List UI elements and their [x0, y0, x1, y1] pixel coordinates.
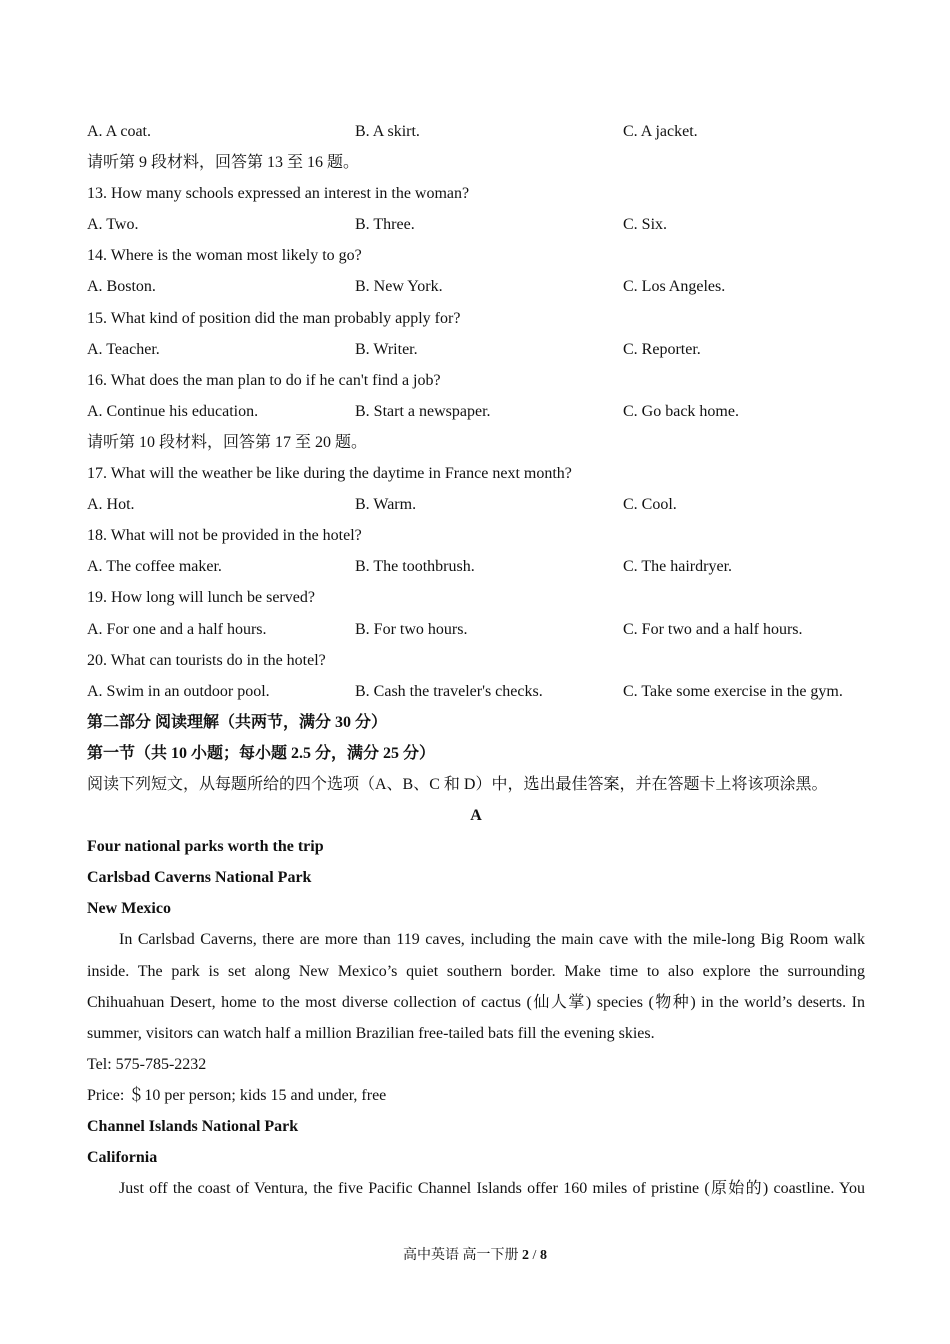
option-b: B. Writer. [355, 340, 418, 358]
question-15: 15. What kind of position did the man probably apply for? [87, 309, 461, 327]
option-b: B. A skirt. [355, 123, 420, 140]
part-2-heading: 第二部分 阅读理解（共两节，满分 30 分） [87, 713, 388, 731]
option-c: C. A jacket. [623, 123, 698, 140]
option-b: B. Start a newspaper. [355, 402, 491, 420]
option-b: B. Cash the traveler's checks. [355, 682, 543, 700]
page-number: 2 [522, 1248, 530, 1263]
q18-options [87, 551, 865, 582]
option-c: C. For two and a half hours. [623, 620, 803, 638]
option-c: C. Cool. [623, 496, 677, 514]
question-17: 17. What will the weather be like during the daytime in France next month? [87, 465, 572, 483]
question-18: 18. What will not be provided in the hotel? [87, 527, 362, 545]
question-14: 14. Where is the woman most likely to go? [87, 247, 362, 265]
option-b: B. For two hours. [355, 620, 468, 638]
option-a: A. Swim in an outdoor pool. [87, 682, 270, 700]
park-1-tel: Tel: 575-785-2232 [87, 1055, 207, 1073]
question-16: 16. What does the man plan to do if he can't find a job? [87, 371, 441, 389]
park-2-name: Channel Islands National Park [87, 1118, 299, 1135]
passage-letter: A [470, 807, 482, 825]
option-b: B. The toothbrush. [355, 558, 475, 576]
question-19: 19. How long will lunch be served? [87, 589, 315, 607]
option-a: A. The coffee maker. [87, 558, 222, 576]
q19-options [87, 614, 865, 645]
option-c: C. Take some exercise in the gym. [623, 682, 843, 700]
option-a: A. Teacher. [87, 340, 160, 358]
option-a: A. For one and a half hours. [87, 620, 267, 638]
q15-options [87, 334, 865, 365]
option-a: A. Boston. [87, 278, 156, 296]
instruction-segment-10: 请听第 10 段材料，回答第 17 至 20 题。 [87, 433, 368, 451]
page-total: 8 [539, 1248, 547, 1263]
passage-title: Four national parks worth the trip [87, 838, 324, 856]
option-c: C. Six. [623, 216, 668, 234]
park-1-description: In Carlsbad Caverns, there are more than 119 caves, including the main cave with the mile-long Big Room walk inside. The park is set along New Mexico’s quiet southern border. Make time to also explore the surrounding Chihuahuan Desert, home to the most diverse collection of cactus (仙人掌) species (物种) in the world’s deserts. In summer, visitors can watch half a million Brazilian free-tailed bats fill the evening skies. [87, 931, 865, 1042]
q14-options [87, 271, 865, 302]
instruction-segment-9: 请听第 9 段材料，回答第 13 至 16 题。 [87, 154, 360, 172]
question-13: 13. How many schools expressed an interest in the woman? [87, 185, 470, 203]
q20-options [87, 676, 865, 707]
park-1-state: New Mexico [87, 900, 171, 918]
page-separator: / [529, 1248, 540, 1263]
q12-options [87, 116, 865, 147]
park-1-price: Price: ＄10 per person; kids 15 and under, free [87, 1086, 387, 1104]
option-c: C. The hairdryer. [623, 558, 733, 576]
park-2-description: Just off the coast of Ventura, the five Pacific Channel Islands offer 160 miles of pristine (原始的) coastline. You [119, 1180, 865, 1198]
document-page [87, 116, 865, 1204]
park-2-state: California [87, 1149, 158, 1167]
option-b: B. Warm. [355, 496, 417, 514]
question-20: 20. What can tourists do in the hotel? [87, 651, 326, 669]
option-c: C. Go back home. [623, 402, 739, 420]
park-1-name: Carlsbad Caverns National Park [87, 869, 312, 887]
option-a: A. Two. [87, 216, 139, 234]
footer-label: 高中英语 高一下册 [403, 1248, 523, 1263]
option-a: A. Hot. [87, 496, 135, 514]
option-c: C. Los Angeles. [623, 278, 726, 296]
option-c: C. Reporter. [623, 340, 701, 358]
option-b: B. New York. [355, 278, 443, 296]
section-1-heading: 第一节（共 10 小题；每小题 2.5 分，满分 25 分） [87, 744, 436, 762]
q16-options [87, 396, 865, 427]
option-b: B. Three. [355, 216, 415, 234]
q17-options [87, 489, 865, 520]
reading-instruction: 阅读下列短文，从每题所给的四个选项（A、B、C 和 D）中，选出最佳答案，并在答题卡上将该项涂黑。 [87, 775, 828, 793]
page-footer [0, 1244, 950, 1264]
option-a: A. Continue his education. [87, 402, 259, 420]
q13-options [87, 209, 865, 240]
option-a: A. A coat. [87, 123, 151, 140]
